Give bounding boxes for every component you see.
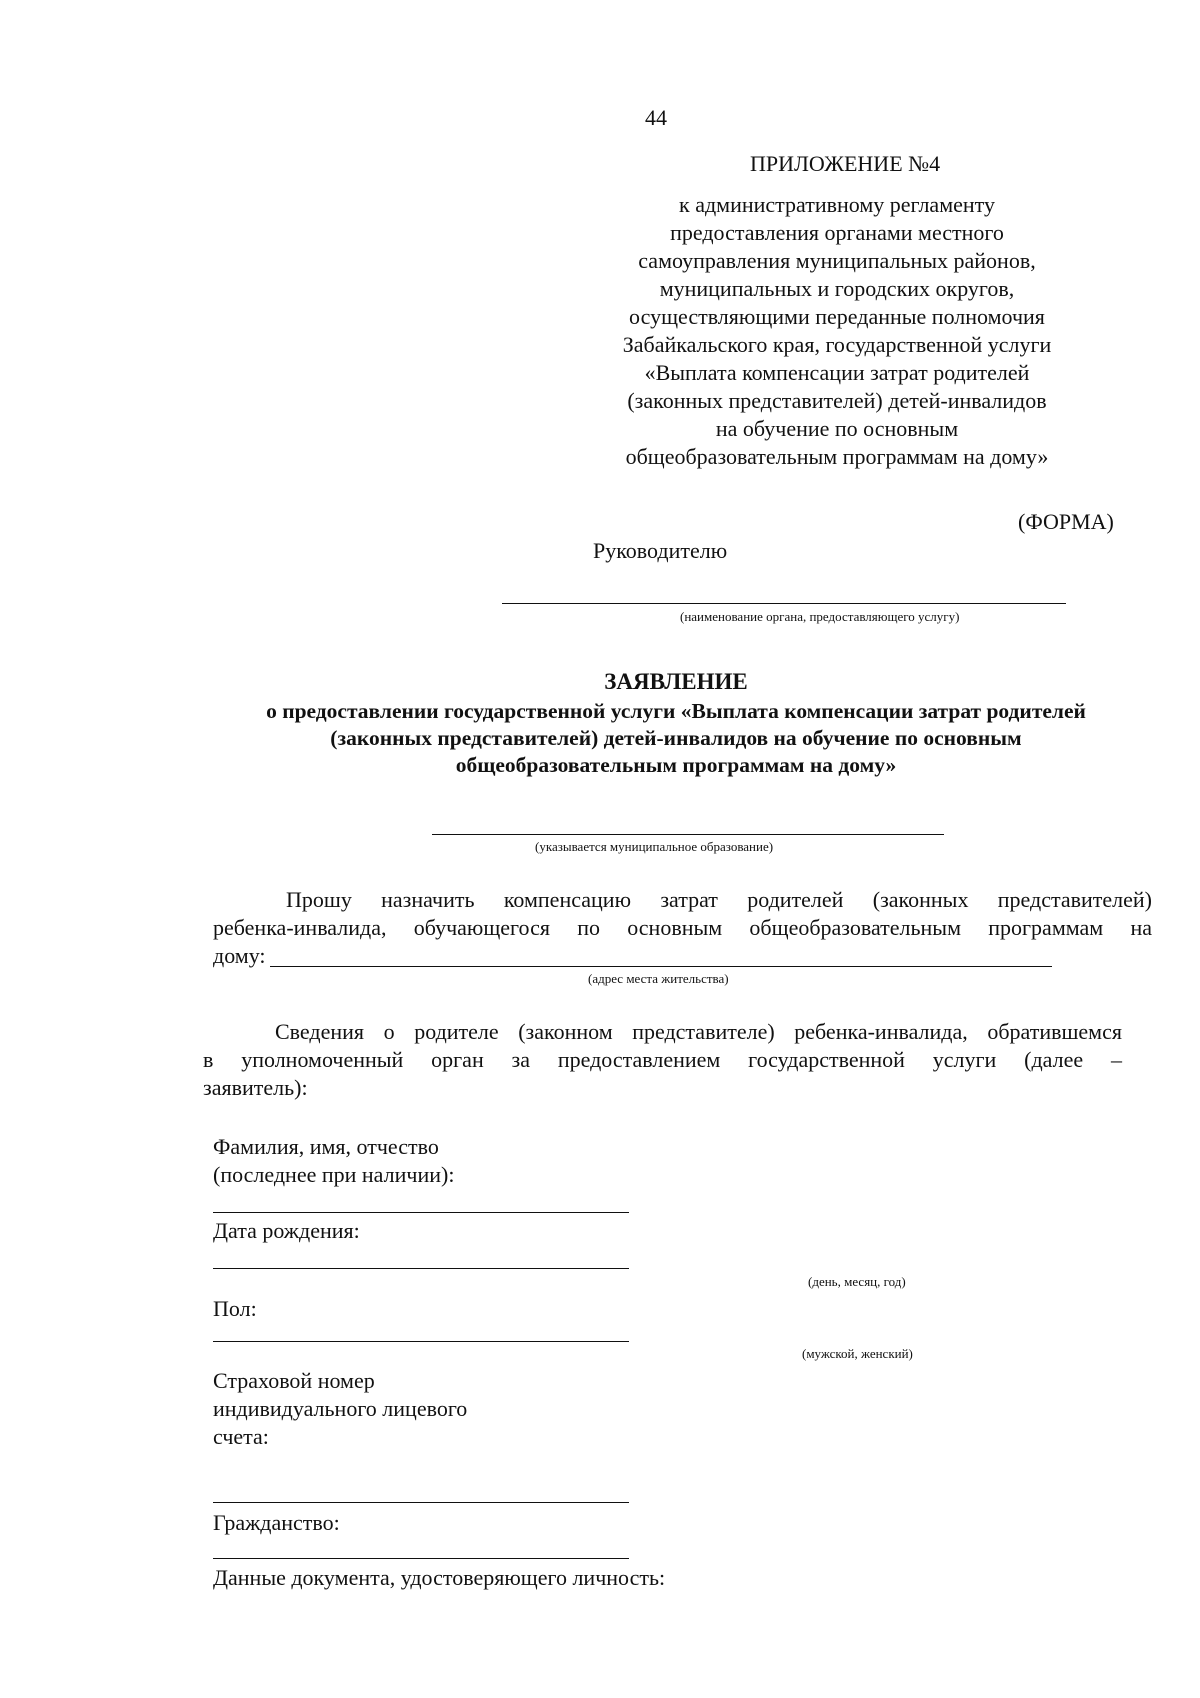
annex-line: Забайкальского края, государственной услуги [622, 332, 1052, 357]
citizenship-blank-line[interactable] [213, 1558, 629, 1559]
municipality-blank-line[interactable] [432, 834, 944, 835]
sex-blank-line[interactable] [213, 1341, 629, 1342]
birth-date-blank-line[interactable] [213, 1268, 629, 1269]
snils-label-line-1: Страховой номер [213, 1368, 375, 1393]
applicant-intro-line-2: в уполномоченный орган за предоставлением государственной услуги (далее – [203, 1047, 1122, 1072]
document-title: ЗАЯВЛЕНИЕ [604, 669, 748, 694]
annex-line: самоуправления муниципальных районов, [638, 248, 1036, 273]
subtitle-line: о предоставлении государственной услуги «Выплата компенсации затрат родителей [266, 699, 1086, 723]
applicant-intro-line-3: заявитель): [203, 1075, 308, 1100]
page-number: 44 [645, 105, 667, 130]
annex-line: общеобразовательным программам на дому» [625, 444, 1049, 469]
snils-label-line-2: индивидуального лицевого [213, 1396, 468, 1421]
request-line-3: дому: [213, 943, 266, 968]
annex-title: ПРИЛОЖЕНИЕ №4 [750, 151, 941, 176]
sex-label: Пол: [213, 1296, 257, 1321]
full-name-label-line-2: (последнее при наличии): [213, 1162, 455, 1187]
request-line-2: ребенка-инвалида, обучающегося по основным общеобразовательным программам на [213, 915, 1152, 940]
annex-line: «Выплата компенсации затрат родителей [644, 360, 1030, 385]
addressee-hint: (наименование органа, предоставляющего услугу) [680, 609, 960, 624]
address-hint: (адрес места жительства) [588, 971, 729, 986]
sex-hint: (мужской, женский) [802, 1346, 913, 1361]
snils-label-line-3: счета: [213, 1424, 269, 1449]
municipality-hint: (указывается муниципальное образование) [535, 839, 774, 854]
subtitle-line: (законных представителей) детей-инвалидов на обучение по основным [330, 726, 1022, 750]
applicant-intro-line-1: Сведения о родителе (законном представителе) ребенка-инвалида, обратившемся [275, 1019, 1122, 1044]
full-name-blank-line[interactable] [213, 1212, 629, 1213]
form-label: (ФОРМА) [1018, 509, 1114, 534]
full-name-label-line-1: Фамилия, имя, отчество [213, 1134, 439, 1159]
snils-blank-line[interactable] [213, 1502, 629, 1503]
birth-date-hint: (день, месяц, год) [808, 1274, 906, 1289]
birth-date-label: Дата рождения: [213, 1218, 360, 1243]
subtitle-line: общеобразовательным программам на дому» [455, 753, 897, 777]
request-line-1: Прошу назначить компенсацию затрат родителей (законных представителей) [286, 887, 1152, 912]
address-blank-line[interactable] [270, 966, 1052, 967]
annex-line: (законных представителей) детей-инвалидов [627, 388, 1047, 413]
annex-line: к административному регламенту [679, 192, 995, 217]
annex-line: муниципальных и городских округов, [659, 276, 1015, 301]
annex-reference [572, 191, 1102, 471]
annex-line: осуществляющими переданные полномочия [629, 304, 1045, 329]
annex-line: на обучение по основным [715, 416, 959, 441]
addressee: Руководителю [593, 538, 728, 563]
annex-line: предоставления органами местного [670, 220, 1004, 245]
addressee-blank-line[interactable] [502, 603, 1066, 604]
document-subtitle [150, 698, 1200, 779]
identity-document-label: Данные документа, удостоверяющего личность: [213, 1565, 666, 1590]
citizenship-label: Гражданство: [213, 1510, 340, 1535]
